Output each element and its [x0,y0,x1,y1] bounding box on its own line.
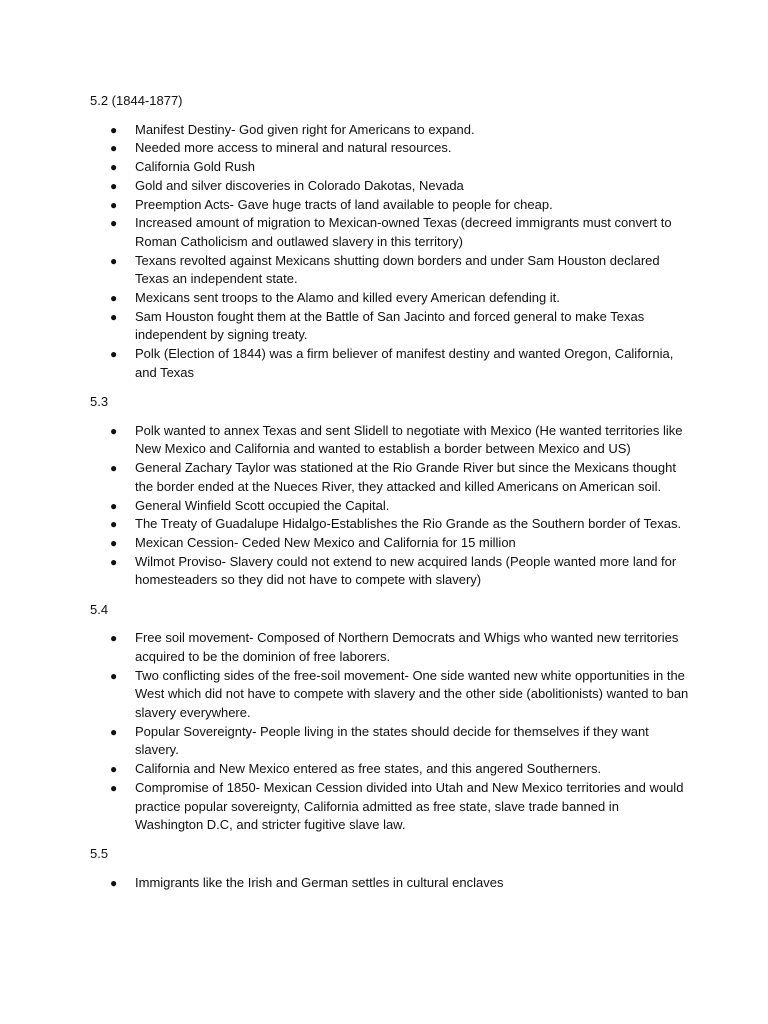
bullet-icon: ● [110,876,118,891]
bullet-icon: ● [110,554,118,569]
list-item [90,121,690,140]
list-item [90,497,690,516]
bullet-icon: ● [110,461,118,476]
list-item-text: General Zachary Taylor was stationed at the Rio Grande River but since the Mexicans thought the border ended at the Nueces River, they attacked and killed Americans on American soil. [135,460,676,494]
list-item [90,553,690,590]
list-item [90,158,690,177]
list-item [90,345,690,382]
bullet-icon: ● [110,498,118,513]
bullet-list [90,422,690,590]
list-item-text: California and New Mexico entered as free states, and this angered Southerners. [135,761,602,777]
section-5-5 [90,845,690,892]
bullet-list [90,121,690,383]
list-item-text: California Gold Rush [135,159,255,175]
bullet-icon: ● [110,309,118,324]
list-item [90,422,690,459]
list-item [90,196,690,215]
list-item-text: The Treaty of Guadalupe Hidalgo-Establishes the Rio Grande as the Southern border of Texas. [135,516,682,532]
document-body [90,92,690,893]
list-item-text: General Winfield Scott occupied the Capital. [135,497,390,513]
list-item [90,515,690,534]
list-item [90,214,690,251]
list-item-text: Popular Sovereignty- People living in the states should decide for themselves if they want slavery. [135,723,649,758]
list-item-text: Texans revolted against Mexicans shutting down borders and under Sam Houston declared Texas an independent state. [135,252,660,287]
bullet-list [90,874,690,893]
list-item-text: Polk (Election of 1844) was a firm believer of manifest destiny and wanted Oregon, California, and Texas [135,346,674,380]
bullet-icon: ● [110,517,118,532]
list-item-text: Sam Houston fought them at the Battle of San Jacinto and forced general to make Texas independent by signing treaty. [135,308,645,343]
list-item-text: Free soil movement- Composed of Northern Democrats and Whigs who wanted new territories acquired to be the dominion of free laborers. [135,630,679,664]
list-item-text: Polk wanted to annex Texas and sent Slidell to negotiate with Mexico (He wanted territories like New Mexico and California and wanted to establish a border between Mexico and US) [135,422,683,457]
list-item [90,252,690,289]
bullet-icon: ● [110,535,118,550]
list-item [90,534,690,553]
section-heading: 5.2 (1844-1877) [90,93,183,108]
list-item [90,779,690,835]
bullet-icon: ● [110,780,118,795]
section-heading: 5.3 [90,394,109,410]
list-item-text: Mexican Cession- Ceded New Mexico and California for 15 million [135,534,516,550]
bullet-icon: ● [110,160,118,175]
section-heading: 5.5 [90,846,109,862]
list-item-text: Two conflicting sides of the free-soil movement- One side wanted new white opportunities in the West which did not have to compete with slavery and the other side (abolitionists) wanted to ban slavery everywhere. [135,667,689,721]
list-item [90,874,690,893]
list-item-text: Manifest Destiny- God given right for Americans to expand. [135,121,475,137]
bullet-icon: ● [110,197,118,212]
bullet-icon: ● [110,668,118,683]
list-item-text: Immigrants like the Irish and German settles in cultural enclaves [135,875,504,891]
section-5-2 [90,92,690,393]
bullet-icon: ● [110,122,118,137]
bullet-icon: ● [110,724,118,739]
list-item-text: Needed more access to mineral and natural resources. [135,140,452,156]
bullet-icon: ● [110,347,118,362]
list-item-text: Mexicans sent troops to the Alamo and killed every American defending it. [135,290,560,306]
bullet-icon: ● [110,423,118,438]
bullet-icon: ● [110,631,118,646]
bullet-list [90,629,690,835]
list-item-text: Gold and silver discoveries in Colorado Dakotas, Nevada [135,177,464,193]
bullet-icon: ● [110,762,118,777]
list-item [90,723,690,760]
section-5-3 [90,393,690,601]
bullet-icon: ● [110,178,118,193]
list-item [90,667,690,723]
list-item-text: Preemption Acts- Gave huge tracts of land available to people for cheap. [135,196,553,212]
list-item-text: Wilmot Proviso- Slavery could not extend to new acquired lands (People wanted more land for homesteaders so they did not have to compete with slavery) [135,553,677,588]
list-item [90,308,690,345]
list-item [90,177,690,196]
list-item [90,629,690,666]
bullet-icon: ● [110,291,118,306]
bullet-icon: ● [110,216,118,231]
section-5-4 [90,601,690,846]
section-heading: 5.4 [90,601,109,617]
list-item-text: Compromise of 1850- Mexican Cession divided into Utah and New Mexico territories and would practice popular sovereignty, California admitted as free state, slave trade banned in Washington D.C, and stricter fugitive slave law. [135,779,684,833]
list-item [90,760,690,779]
list-item [90,289,690,308]
list-item [90,139,690,158]
bullet-icon: ● [110,253,118,268]
list-item [90,459,690,496]
bullet-icon: ● [110,141,118,156]
list-item-text: Increased amount of migration to Mexican-owned Texas (decreed immigrants must convert to Roman Catholicism and outlawed slavery in this territory) [135,215,672,249]
